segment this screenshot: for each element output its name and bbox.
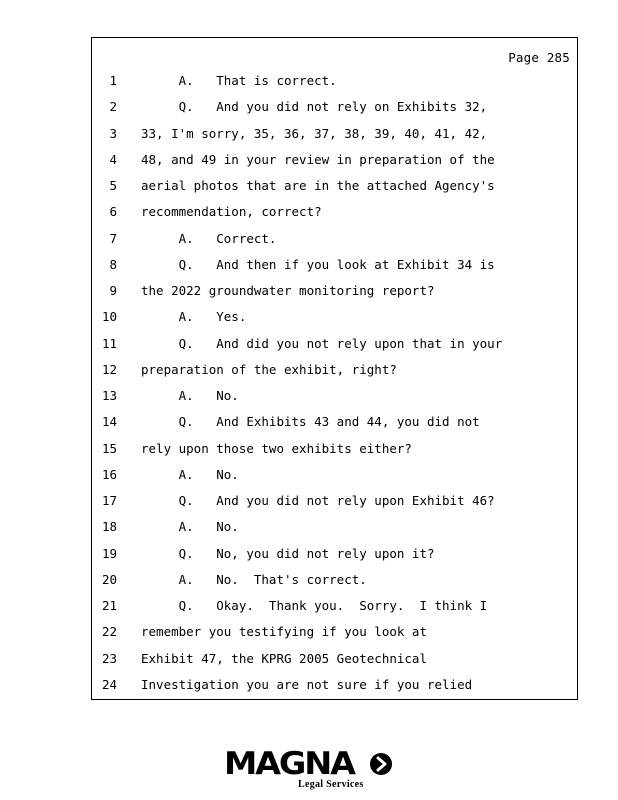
line-text: Investigation you are not sure if you relied [141,676,473,692]
line-number: 8 [109,256,117,272]
line-text: A. No. That's correct. [141,571,367,587]
transcript-line [92,124,577,144]
transcript-line [92,360,577,380]
line-number: 24 [101,676,117,692]
logo-wordmark: MAGNA [224,746,354,782]
line-text: A. No. [141,466,239,482]
transcript-line [92,544,577,564]
transcript-line [92,439,577,459]
line-text: 48, and 49 in your review in preparation of the [141,151,495,167]
line-number: 12 [101,361,117,377]
line-text: recommendation, correct? [141,204,322,220]
line-text: aerial photos that are in the attached Agency's [141,178,495,193]
line-number: 20 [101,571,117,587]
transcript-line [92,596,577,616]
transcript-line [92,229,577,249]
transcript-line [92,176,577,196]
line-text: A. That is correct. [141,73,337,88]
transcript-line [92,255,577,275]
page-number: Page 285 [508,50,570,65]
line-number: 2 [109,99,117,115]
line-text: Q. And you did not rely on Exhibits 32, [141,99,488,115]
transcript-line [92,412,577,432]
logo-subtitle: Legal Services [298,779,364,790]
chevron-circle-icon [370,753,392,775]
line-number: 18 [101,519,117,535]
transcript-line [92,675,577,695]
line-text: Exhibit 47, the KPRG 2005 Geotechnical [141,650,427,666]
transcript-line [92,202,577,222]
line-number: 10 [101,309,117,325]
line-number: 3 [109,125,117,141]
line-text: Q. And then if you look at Exhibit 34 is [141,256,495,272]
line-number: 22 [101,624,117,640]
line-number: 4 [109,151,117,167]
line-text: Q. And Exhibits 43 and 44, you did not [141,414,480,430]
line-text: Q. And you did not rely upon Exhibit 46? [141,493,495,508]
transcript-line [92,622,577,642]
line-text: Q. Okay. Thank you. Sorry. I think I [141,598,488,613]
line-text: Q. No, you did not rely upon it? [141,545,435,561]
transcript-line [92,465,577,485]
line-number: 14 [101,414,117,430]
line-number: 5 [109,178,117,193]
transcript-line [92,97,577,117]
line-text: 33, I'm sorry, 35, 36, 37, 38, 39, 40, 41, 42, [141,125,488,141]
transcript-line [92,281,577,301]
line-number: 16 [101,466,117,482]
line-number: 9 [109,283,117,298]
line-text: Q. And did you not rely upon that in your [141,335,503,351]
transcript-line [92,517,577,537]
transcript-line [92,150,577,170]
line-number: 1 [109,73,117,88]
line-number: 17 [101,493,117,508]
line-number: 23 [101,650,117,666]
line-number: 21 [101,598,117,613]
transcript-line [92,71,577,91]
line-text: A. Correct. [141,230,277,246]
line-number: 15 [101,440,117,456]
transcript-line [92,649,577,669]
line-text: preparation of the exhibit, right? [141,361,397,377]
magna-logo [224,748,396,794]
transcript-line [92,570,577,590]
line-number: 11 [101,335,117,351]
transcript-line [92,491,577,511]
line-number: 6 [109,204,117,220]
transcript-line [92,334,577,354]
line-number: 19 [101,545,117,561]
line-text: A. No. [141,388,239,403]
line-number: 7 [109,230,117,246]
transcript-line [92,307,577,327]
transcript-page [91,37,578,700]
line-text: remember you testifying if you look at [141,624,427,640]
line-text: the 2022 groundwater monitoring report? [141,283,435,298]
line-text: A. No. [141,519,239,535]
line-text: A. Yes. [141,309,247,325]
line-text: rely upon those two exhibits either? [141,440,412,456]
transcript-line [92,386,577,406]
line-number: 13 [101,388,117,403]
